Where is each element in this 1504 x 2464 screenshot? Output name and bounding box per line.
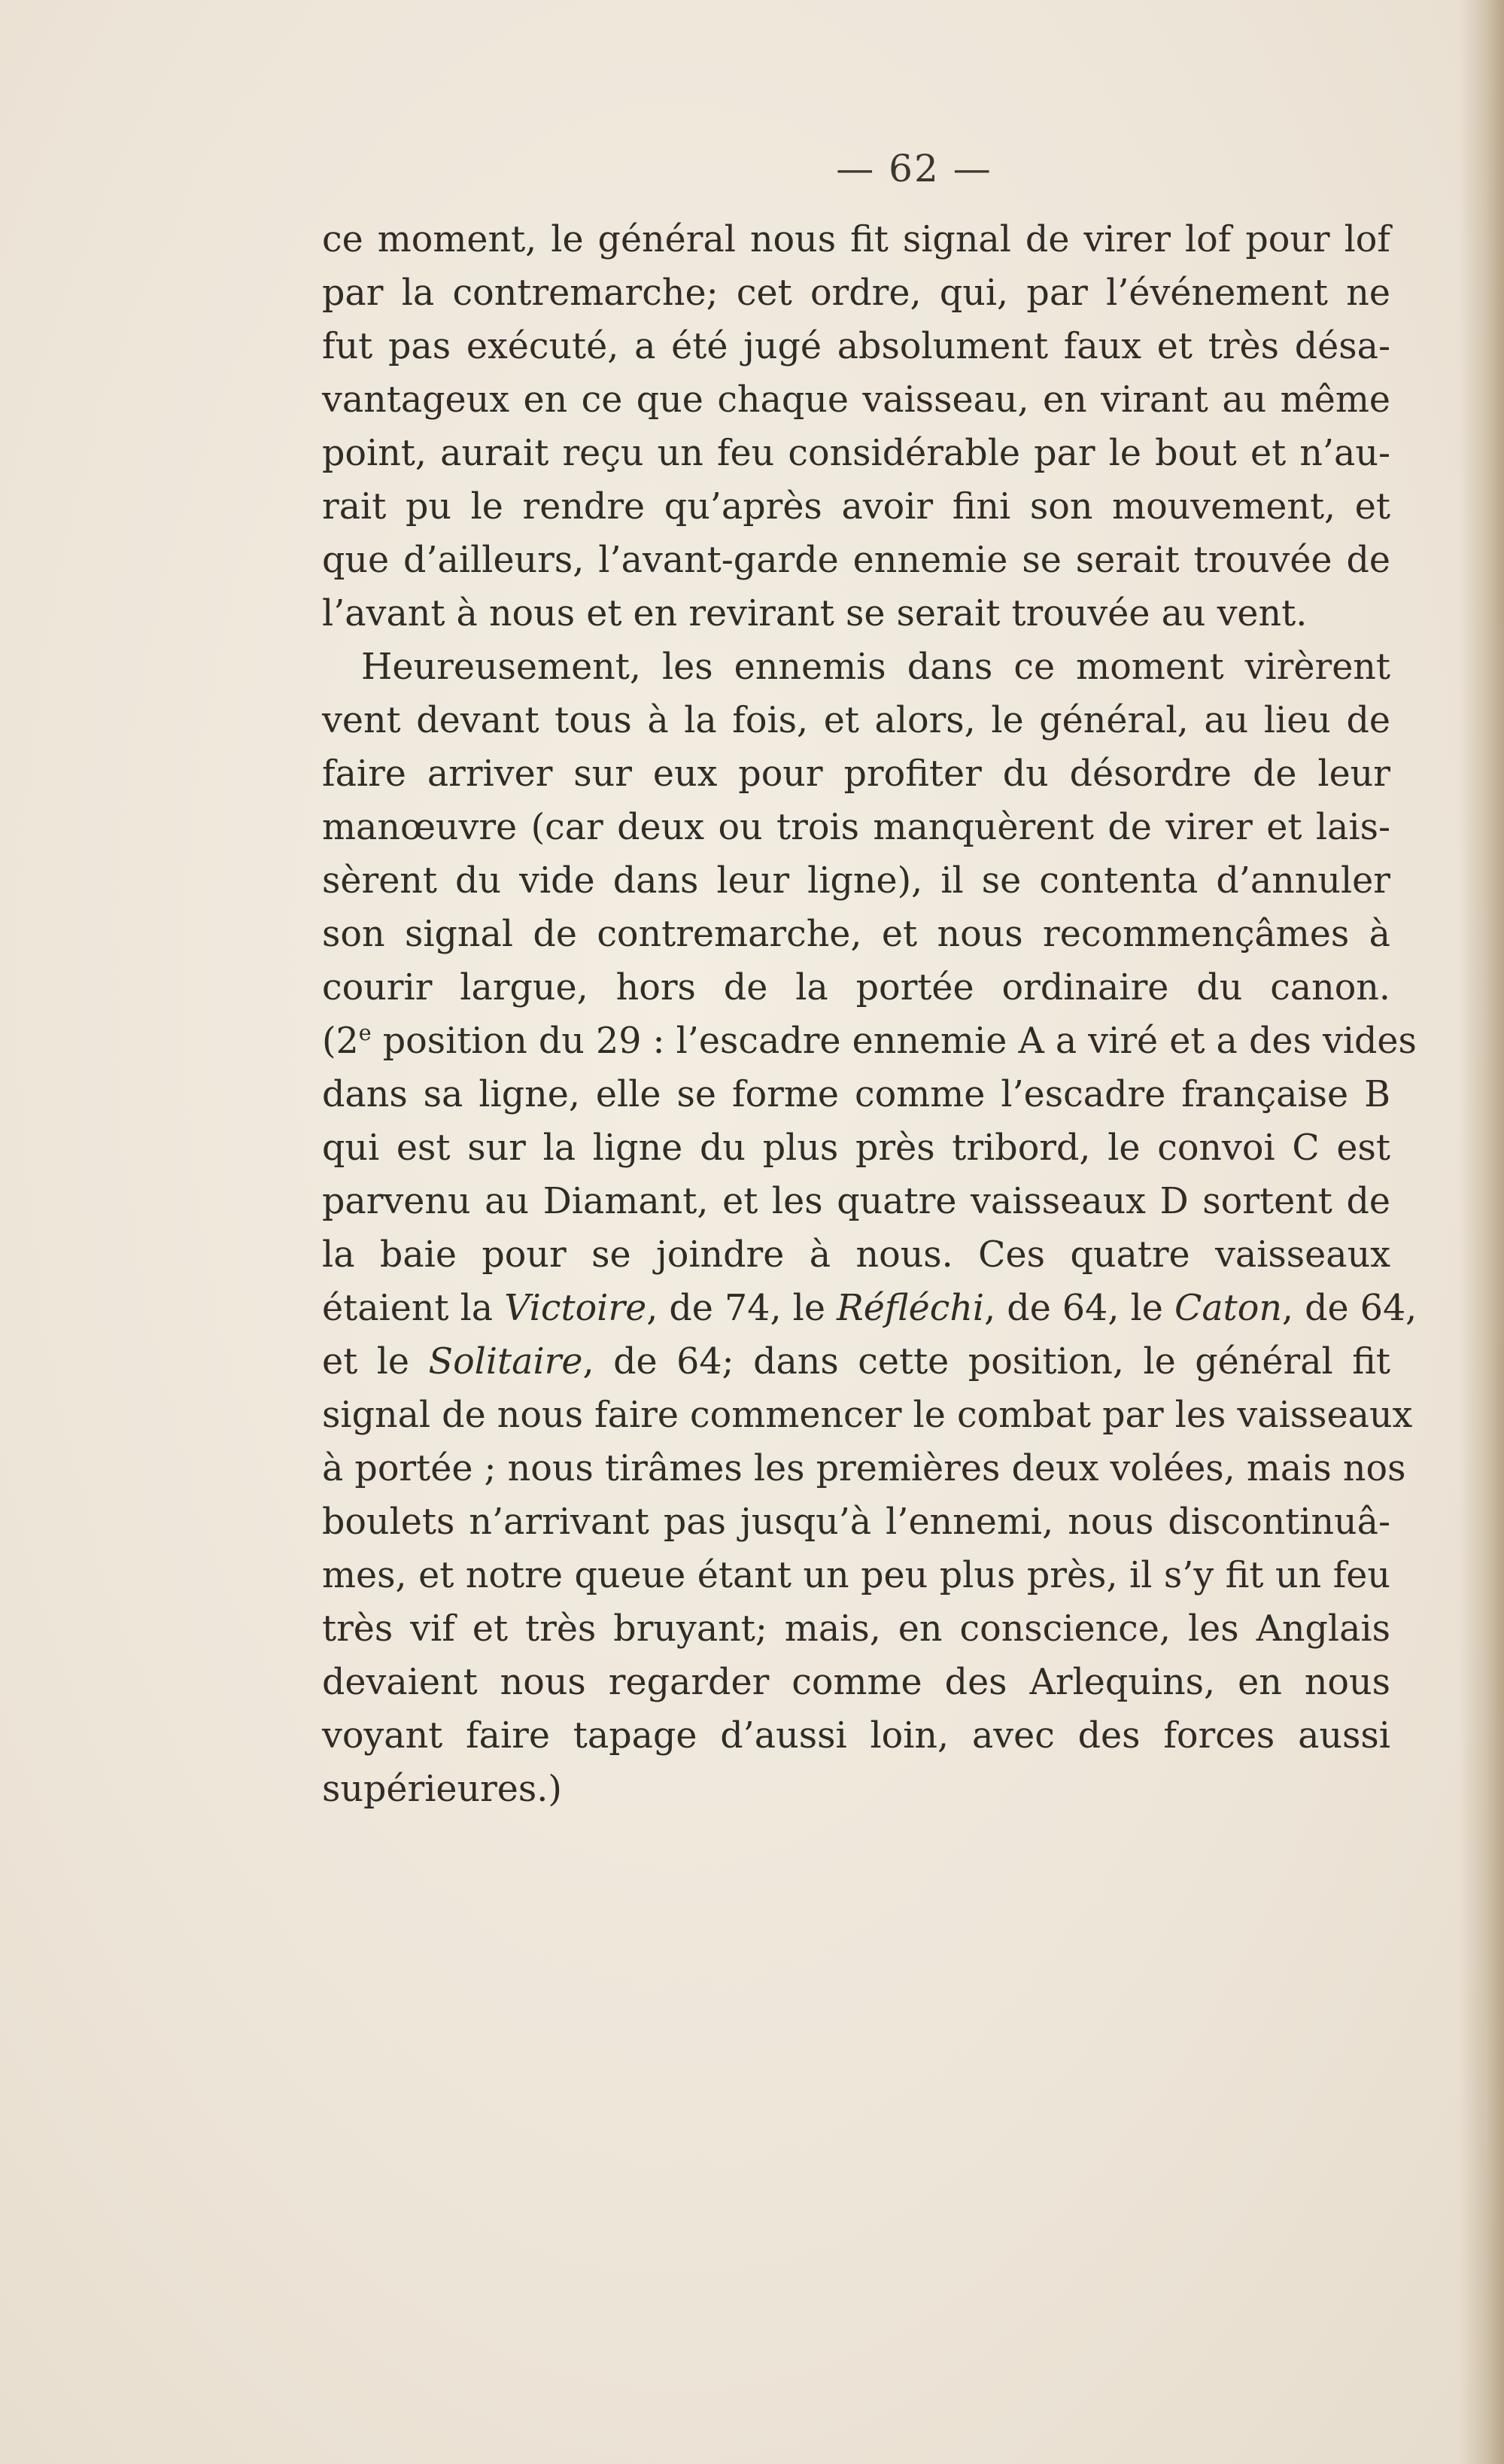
text-line: Heureusement, les ennemis dans ce moment virèrent xyxy=(361,646,1390,688)
text-line: courir largue, hors de la portée ordinaire du canon. xyxy=(322,967,1390,1008)
text-fragment: , de 64; dans cette position, le général fit xyxy=(582,1341,1390,1383)
text-fragment: et le xyxy=(322,1341,429,1383)
text-line: manœuvre (car deux ou trois manquèrent de virer et lais- xyxy=(322,807,1390,848)
page-number: — 62 — xyxy=(836,147,992,190)
text-line: parvenu au Diamant, et les quatre vaisseaux D sortent de xyxy=(322,1181,1390,1222)
text-line: la baie pour se joindre à nous. Ces quatre vaisseaux xyxy=(322,1234,1390,1276)
text-line: signal de nous faire commencer le combat par les vaisseaux xyxy=(322,1395,1413,1436)
text-line: supérieures.) xyxy=(322,1769,562,1810)
text-line: dans sa ligne, elle se forme comme l’escadre française B xyxy=(322,1074,1390,1115)
text-fragment: , de 64, le xyxy=(984,1288,1174,1329)
text-line: que d’ailleurs, l’avant-garde ennemie se serait trouvée de xyxy=(322,540,1390,581)
ship-name: Solitaire xyxy=(428,1341,583,1383)
text-line: par la contremarche; cet ordre, qui, par l’événement ne xyxy=(322,272,1390,314)
text-line: voyant faire tapage d’aussi loin, avec des forces aussi xyxy=(322,1715,1390,1757)
ship-name: Caton xyxy=(1174,1288,1282,1329)
text-line: devaient nous regarder comme des Arlequins, en nous xyxy=(322,1662,1390,1703)
text-line xyxy=(322,1335,1390,1389)
body-text xyxy=(322,213,1417,1816)
text-line: point, aurait reçu un feu considérable par le bout et n’au- xyxy=(322,433,1390,474)
ship-name: Victoire xyxy=(504,1288,647,1329)
text-line: sèrent du vide dans leur ligne), il se contenta d’annuler xyxy=(322,860,1390,902)
text-line: faire arriver sur eux pour profiter du désordre de leur xyxy=(322,753,1390,795)
superscript: e xyxy=(358,1021,372,1046)
text-line: boulets n’arrivant pas jusqu’à l’ennemi, nous discontinuâ- xyxy=(322,1501,1390,1543)
page-edge-shadow xyxy=(1459,0,1504,2464)
text-line: à portée ; nous tirâmes les premières deux volées, mais nos xyxy=(322,1448,1406,1489)
text-line: fut pas exécuté, a été jugé absolument faux et très désa- xyxy=(322,326,1390,367)
text-line: rait pu le rendre qu’après avoir fini son mouvement, et xyxy=(322,486,1390,528)
text-line: son signal de contremarche, et nous recommençâmes à xyxy=(322,914,1390,955)
text-line: ce moment, le général nous fit signal de virer lof pour lof xyxy=(322,219,1390,260)
text-line: vantageux en ce que chaque vaisseau, en virant au même xyxy=(322,379,1390,421)
text-line: mes, et notre queue étant un peu plus près, il s’y fit un feu xyxy=(322,1555,1390,1596)
text-fragment: , de 74, le xyxy=(646,1288,837,1329)
text-line xyxy=(322,1014,1417,1068)
text-line: l’avant à nous et en revirant se serait trouvée au vent. xyxy=(322,593,1308,634)
text-line: qui est sur la ligne du plus près tribord, le convoi C est xyxy=(322,1127,1390,1169)
text-line: très vif et très bruyant; mais, en conscience, les Anglais xyxy=(322,1608,1390,1650)
text-fragment: , de 64, xyxy=(1281,1288,1417,1329)
text-fragment: étaient la xyxy=(322,1288,505,1329)
text-fragment: position du 29 : l’escadre ennemie A a viré et a des vides xyxy=(371,1021,1417,1062)
text-line xyxy=(322,1282,1417,1335)
text-line: vent devant tous à la fois, et alors, le général, au lieu de xyxy=(322,700,1390,741)
text-fragment: (2 xyxy=(322,1021,359,1062)
ship-name: Réfléchi xyxy=(837,1288,985,1329)
